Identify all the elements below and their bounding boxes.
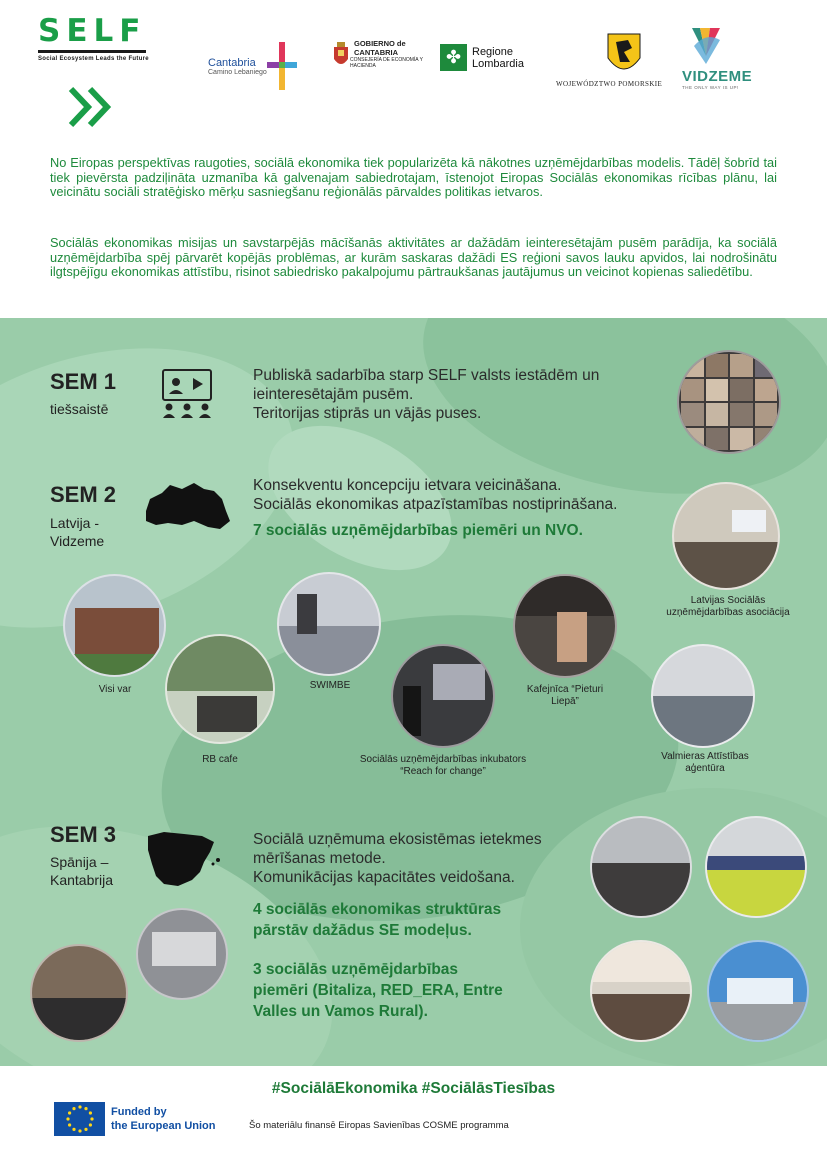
rb-cafe-photo: [165, 634, 275, 744]
caption-line: Sociālās uzņēmējdarbības inkubators: [359, 754, 527, 765]
sem1-description-line: Publiskā sadarbība starp SELF valsts iestādēm un: [253, 367, 600, 384]
eu-funding-line: Funded by: [111, 1106, 167, 1118]
sem3-subtitle: [50, 853, 113, 889]
caption-valmieras: [640, 751, 770, 775]
sem2-conference-photo: [672, 482, 780, 590]
sem3-highlight-line: 3 sociālās uzņēmējdarbības: [253, 961, 459, 978]
vidzeme-logo-sub: THE ONLY WAY IS UP!: [682, 85, 739, 90]
sem3-description-line: Sociālā uzņēmuma ekosistēmas ietekmes: [253, 831, 542, 848]
griffin-shield-icon: [606, 32, 642, 78]
sem2-subtitle-line: Vidzeme: [50, 533, 105, 549]
seminars-section: [0, 318, 827, 1066]
sem2-subtitle: [50, 514, 104, 550]
eu-funding-line: the European Union: [111, 1120, 216, 1132]
intro-paragraph-2: Sociālās ekonomikas misijas un savstarpējās mācīšanās aktivitātes ar dažādām ieinteresētajām pusēm parādīja, ka sociālā uzņēmējdarbība spēj pārvarēt kopējās problēmas, ar kurām saskaras dažādi ES reģioni savos lauku apvidos, lai nodrošinātu ilgtspējīgu ekonomikas attīstību, risinot sabiedrisko pakalpojumu pārtraukšanas jautājumus un veicinot kopienas saliedētību.: [50, 235, 777, 279]
caption-line: uzņēmējdarbības asociācija: [666, 607, 790, 618]
vidzeme-emblem-icon: [688, 26, 724, 66]
sem2-description-line: Konsekventu koncepciju ietvara veicināšana.: [253, 477, 562, 494]
sem3-highlight-line: pārstāv dažādus SE modeļus.: [253, 922, 472, 939]
lombardia-logo: [440, 44, 534, 71]
latvia-map-icon: [142, 481, 230, 533]
self-logo-word: SELF: [38, 13, 147, 49]
sem3-highlight-line: Valles un Vamos Rural).: [253, 1003, 428, 1020]
sem3-subtitle-line: Spānija –: [50, 854, 109, 870]
caption-rb-cafe: RB cafe: [202, 754, 238, 765]
sem3-meeting-photo: [590, 940, 692, 1042]
caption-line: “Reach for change”: [400, 766, 486, 777]
cantabria-logo-name: Cantabria: [208, 56, 256, 69]
pomorskie-logo-name: WOJEWÓDZTWO POMORSKIE: [556, 80, 663, 88]
gobierno-cantabria-sub: CONSEJERÍA DE ECONOMÍA Y HACIENDA: [350, 57, 423, 69]
swimbe-photo: [277, 572, 381, 676]
valmieras-photo: [651, 644, 755, 748]
cantabria-logo: [208, 42, 297, 90]
sem3-garage-photo: [136, 908, 228, 1000]
gobierno-cantabria-logo: [332, 40, 424, 69]
self-logo-rule: [38, 50, 146, 53]
sem3-description-line: Komunikācijas kapacitātes veidošana.: [253, 869, 515, 886]
eu-funding-logo: [54, 1102, 216, 1136]
sem1-description-line: Teritorijas stiprās un vājās puses.: [253, 405, 482, 422]
eu-stars-icon: [63, 1104, 97, 1134]
sem3-label: SEM 3: [50, 822, 117, 847]
sem1-label: SEM 1: [50, 369, 117, 394]
sem3-workshop-photo: [705, 816, 807, 918]
gobierno-cantabria-name: GOBIERNO de CANTABRIA: [354, 39, 406, 57]
caption-line: Valmieras Attīstības: [661, 751, 749, 762]
caption-line: Kafejnīca “Pieturi: [526, 684, 604, 695]
header: [0, 0, 827, 140]
pomorskie-logo: [556, 32, 662, 88]
sem1-description-line: ieinteresētajām pusēm.: [253, 386, 414, 403]
double-chevron-icon: [68, 86, 114, 128]
lombardia-logo-name: Regione Lombardia: [472, 45, 524, 70]
hashtags: #SociālāEkonomika #SociālāsTiesības: [271, 1080, 556, 1097]
caption-line: aģentūra: [685, 763, 725, 774]
caption-swimbe: SWIMBE: [309, 680, 351, 691]
cantabria-cross-icon: [267, 42, 297, 90]
sem1-description: [253, 366, 599, 423]
caption-line: Liepā”: [551, 696, 579, 707]
cosme-statement: Šo materiālu finansē Eiropas Savienības COSME programma: [249, 1120, 509, 1131]
eu-funding-text: [111, 1105, 216, 1133]
coat-of-arms-icon: [332, 41, 350, 69]
sem2-description: [253, 476, 617, 514]
kafejnica-photo: [513, 574, 617, 678]
intro-paragraph-1: No Eiropas perspektīvas raugoties, sociālā ekonomika tiek popularizēta kā nākotnes uzņēmējdarbības modelis. Tādēļ šobrīd tai tiek pievērsta padziļināta uzmanība kā galvenajam sabiedrotajam, īstenojot Eiropas Sociālās ekonomikas rīcības plānu, lai veicinātu sociāli stratēģisko mērķu sasniegšanu reģionālās pārvaldes politikas ietvaros.: [50, 155, 777, 199]
sem2-description-line: Sociālās ekonomikas atpazīstamības nostiprināšana.: [253, 496, 618, 513]
online-meeting-icon: [160, 368, 214, 420]
sem3-description: [253, 830, 542, 887]
sem3-highlight-examples: [253, 959, 503, 1022]
sem3-highlight-line: 4 sociālās ekonomikas struktūras: [253, 901, 502, 918]
sem3-group-outdoor-photo: [590, 816, 692, 918]
visi-var-photo: [63, 574, 166, 677]
sem3-subtitle-line: Kantabrija: [50, 872, 114, 888]
sem3-description-line: mērīšanas metode.: [253, 850, 386, 867]
sem2-subtitle-line: Latvija -: [50, 515, 100, 531]
self-logo-tagline: Social Ecosystem Leads the Future: [38, 56, 149, 62]
spain-map-icon: [144, 828, 224, 890]
caption-visi-var: Visi var: [98, 684, 132, 695]
sem2-label: SEM 2: [50, 482, 117, 507]
inkubators-photo: [391, 644, 495, 748]
sem3-building-photo: [707, 940, 809, 1042]
sem3-group-building-photo: [30, 944, 128, 1042]
vidzeme-logo: [682, 26, 752, 90]
caption-kafejnica: [500, 684, 630, 708]
sem3-highlight-structures: [253, 899, 501, 941]
sem1-subtitle: tiešsaistē: [50, 401, 109, 417]
cantabria-logo-sub: Camino Lebaniego: [208, 68, 267, 76]
eu-flag-icon: [54, 1102, 105, 1136]
sem1-video-call-photo: [677, 350, 781, 454]
self-logo: [38, 13, 149, 62]
lombardia-rose-icon: ✤: [440, 44, 467, 71]
caption-inkubators: [330, 754, 556, 778]
caption-line: Latvijas Sociālās: [690, 595, 766, 606]
sem3-highlight-line: piemēri (Bitaliza, RED_ERA, Entre: [253, 982, 503, 999]
vidzeme-logo-name: VIDZEME: [682, 68, 753, 85]
sem2-highlight: 7 sociālās uzņēmējdarbības piemēri un NVO.: [253, 522, 583, 539]
caption-asociacija: [640, 595, 816, 619]
